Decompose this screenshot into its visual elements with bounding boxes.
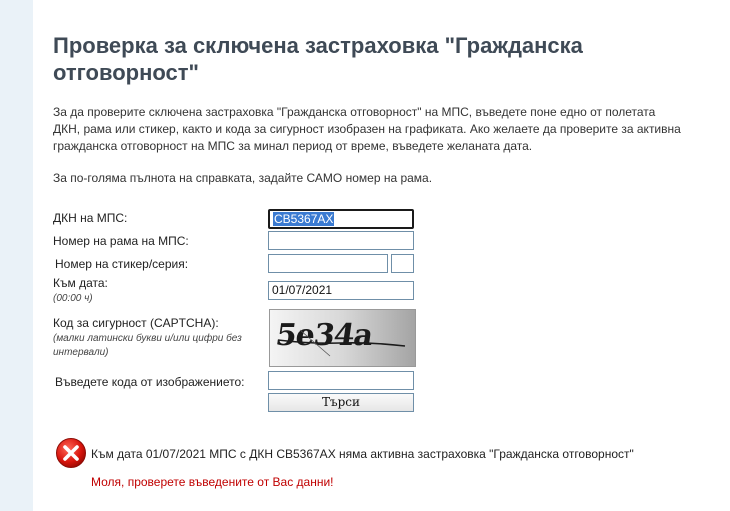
date-label: Към дата: bbox=[53, 276, 108, 290]
captcha-hint-1: (малки латински букви и/или цифри без bbox=[53, 333, 242, 344]
captcha-text: 5e34a bbox=[273, 318, 375, 353]
date-input[interactable]: 01/07/2021 bbox=[268, 281, 414, 300]
intro-text bbox=[53, 104, 730, 155]
captcha-label: Код за сигурност (CAPTCHA): bbox=[53, 316, 219, 330]
frame-label: Номер на рама на МПС: bbox=[53, 234, 189, 248]
page-content bbox=[33, 0, 730, 511]
captcha-hint-2: интервали) bbox=[53, 347, 109, 358]
page-title: Проверка за сключена застраховка "Гражданска отговорност" bbox=[53, 33, 583, 85]
date-hint: (00:00 ч) bbox=[53, 293, 93, 304]
sticker-input[interactable] bbox=[268, 254, 388, 273]
captcha-image bbox=[269, 309, 416, 367]
captcha-noise-line bbox=[270, 310, 415, 366]
frame-input[interactable] bbox=[268, 231, 414, 250]
sticker-label: Номер на стикер/серия: bbox=[55, 257, 189, 271]
dkn-input-value: CB5367AX bbox=[274, 212, 334, 226]
dkn-label: ДКН на МПС: bbox=[53, 211, 128, 225]
error-x-icon bbox=[55, 437, 87, 469]
search-button[interactable]: Търси bbox=[268, 393, 414, 412]
result-message: Към дата 01/07/2021 МПС с ДКН CB5367AX няма активна застраховка "Гражданска отговорност" bbox=[91, 447, 634, 461]
intro-note: За по-голяма пълнота на справката, задайте САМО номер на рама. bbox=[53, 171, 433, 185]
code-input[interactable] bbox=[268, 371, 414, 390]
intro-line-1: За да проверите сключена застраховка "Гражданска отговорност" на МПС, въведете поне едно от полетата bbox=[53, 105, 656, 119]
intro-line-2: ДКН, рама или стикер, както и кода за сигурност изобразен на графиката. Ако желаете да проверите за активна bbox=[53, 122, 681, 136]
intro-line-3: гражданска отговорност на МПС за минал период от време, въведете желаната дата. bbox=[53, 139, 533, 153]
sticker-series-input[interactable] bbox=[391, 254, 414, 273]
result-sub-message: Моля, проверете въведените от Вас данни! bbox=[91, 475, 334, 489]
dkn-input[interactable] bbox=[268, 209, 414, 229]
code-label: Въведете кода от изображението: bbox=[55, 375, 245, 389]
